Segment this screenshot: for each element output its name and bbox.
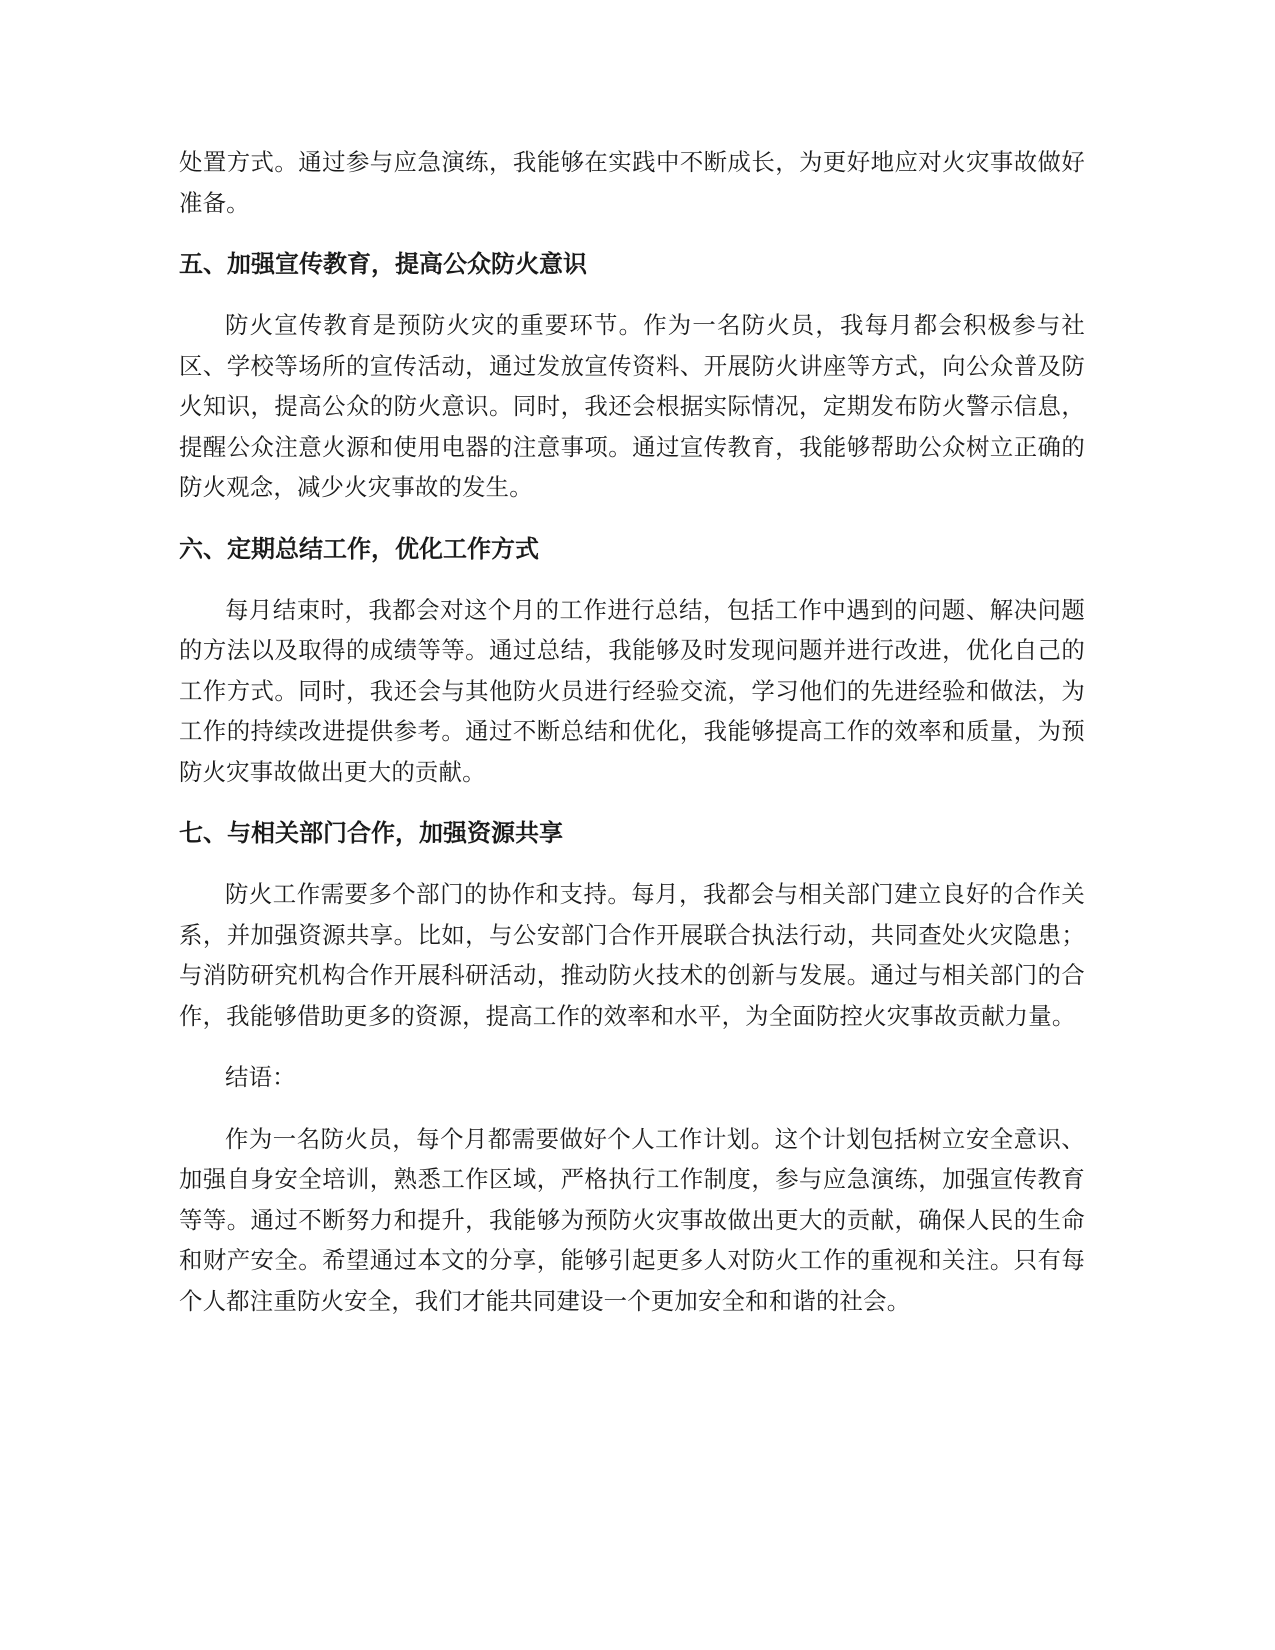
- conclusion-label: 结语：: [225, 1063, 296, 1091]
- continued-paragraph: 处置方式。通过参与应急演练，我能够在实践中不断成长，为更好地应对火灾事故做好准备。: [179, 148, 1085, 217]
- section-5-heading: 五、加强宣传教育，提高公众防火意识: [179, 250, 587, 278]
- document-page: [179, 138, 1085, 1321]
- section-6-heading: 六、定期总结工作，优化工作方式: [179, 534, 539, 563]
- section-6-body: 每月结束时，我都会对这个月的工作进行总结，包括工作中遇到的问题、解决问题的方法以及取得的成绩等等。通过总结，我能够及时发现问题并进行改进，优化自己的工作方式。同时，我还会与其他防火员进行经验交流，学习他们的先进经验和做法，为工作的持续改进提供参考。通过不断总结和优化，我能够提高工作的效率和质量，为预防火灾事故做出更大的贡献。: [179, 595, 1085, 786]
- section-7-heading: 七、与相关部门合作，加强资源共享: [179, 819, 563, 847]
- conclusion-body: 作为一名防火员，每个月都需要做好个人工作计划。这个计划包括树立安全意识、加强自身安全培训，熟悉工作区域，严格执行工作制度，参与应急演练，加强宣传教育等等。通过不断努力和提升，我能够为预防火灾事故做出更大的贡献，确保人民的生命和财产安全。希望通过本文的分享，能够引起更多人对防火工作的重视和关注。只有每个人都注重防火安全，我们才能共同建设一个更加安全和和谐的社会。: [179, 1124, 1085, 1315]
- section-5-body: 防火宣传教育是预防火灾的重要环节。作为一名防火员，我每月都会积极参与社区、学校等场所的宣传活动，通过发放宣传资料、开展防火讲座等方式，向公众普及防火知识，提高公众的防火意识。同时，我还会根据实际情况，定期发布防火警示信息，提醒公众注意火源和使用电器的注意事项。通过宣传教育，我能够帮助公众树立正确的防火观念，减少火灾事故的发生。: [179, 311, 1085, 501]
- section-7-body: 防火工作需要多个部门的协作和支持。每月，我都会与相关部门建立良好的合作关系，并加强资源共享。比如，与公安部门合作开展联合执法行动，共同查处火灾隐患；与消防研究机构合作开展科研活动，推动防火技术的创新与发展。通过与相关部门的合作，我能够借助更多的资源，提高工作的效率和水平，为全面防控火灾事故贡献力量。: [179, 880, 1085, 1030]
